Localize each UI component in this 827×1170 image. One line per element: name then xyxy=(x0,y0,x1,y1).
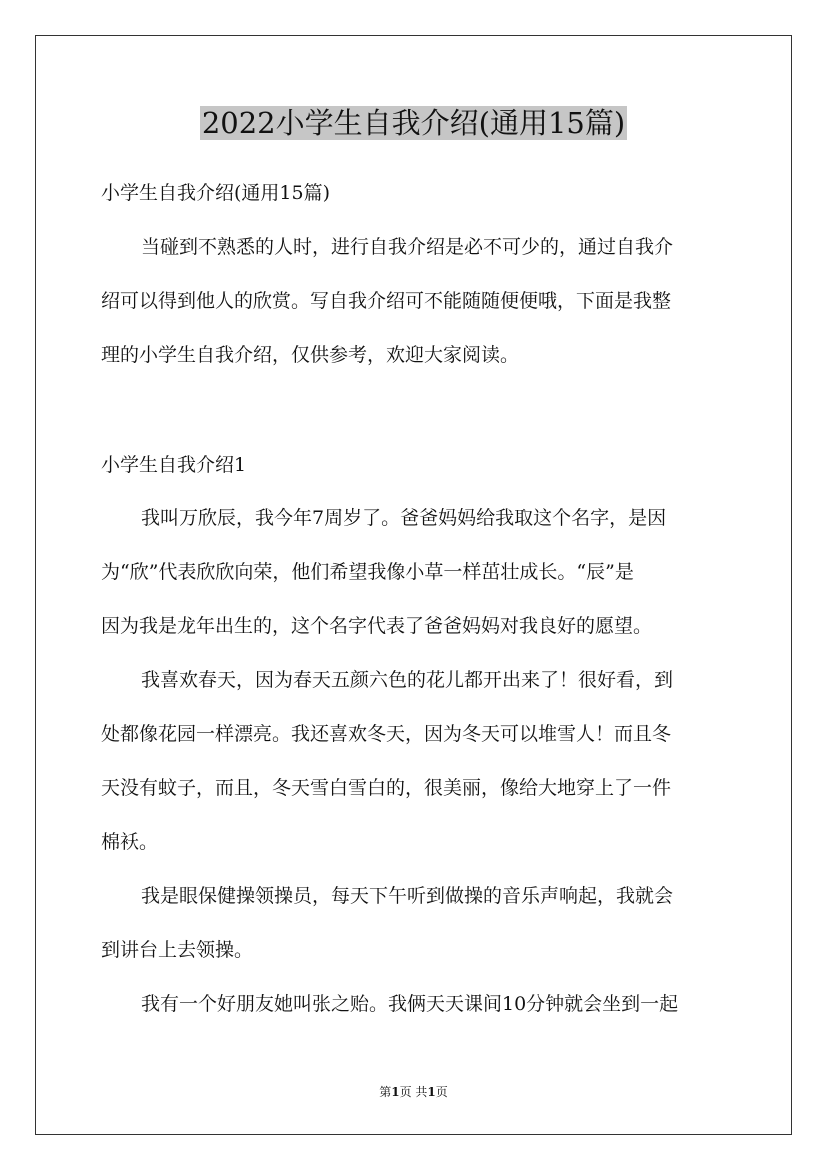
footer-page-suffix: 页 xyxy=(435,1085,448,1099)
title-highlight: 2022小学生自我介绍(通用15篇) xyxy=(201,106,626,140)
footer-page-total: 1 xyxy=(427,1085,436,1099)
body-line: 我有一个好朋友她叫张之贻。我俩天天课间10分钟就会坐到一起 xyxy=(141,993,679,1015)
footer-page-prefix: 第 xyxy=(379,1085,392,1099)
section-heading: 小学生自我介绍1 xyxy=(101,454,247,476)
body-line: 我是眼保健操领操员，每天下午听到做操的音乐声响起，我就会 xyxy=(141,885,674,907)
intro-line: 绍可以得到他人的欣赏。写自我介绍可不能随随便便哦，下面是我整 xyxy=(101,290,672,312)
page-footer xyxy=(0,1082,827,1102)
body-line: 天没有蚊子，而且，冬天雪白雪白的，很美丽，像给大地穿上了一件 xyxy=(101,777,672,799)
body-line: 因为我是龙年出生的，这个名字代表了爸爸妈妈对我良好的愿望。 xyxy=(101,615,653,637)
body-line: 到讲台上去领操。 xyxy=(101,939,254,961)
body-line: 我叫万欣辰，我今年7周岁了。爸爸妈妈给我取这个名字，是因 xyxy=(141,507,667,529)
body-line: 棉袄。 xyxy=(101,831,159,853)
subtitle: 小学生自我介绍(通用15篇) xyxy=(101,182,331,204)
footer-page-number: 1 xyxy=(391,1085,400,1099)
footer-page-separator: 页 共 xyxy=(399,1085,428,1099)
intro-line: 当碰到不熟悉的人时，进行自我介绍是必不可少的，通过自我介 xyxy=(141,236,674,258)
intro-line: 理的小学生自我介绍，仅供参考，欢迎大家阅读。 xyxy=(101,344,520,366)
document-title xyxy=(0,103,827,143)
body-line: 处都像花园一样漂亮。我还喜欢冬天，因为冬天可以堆雪人！而且冬 xyxy=(101,723,672,745)
body-line: 我喜欢春天，因为春天五颜六色的花儿都开出来了！很好看，到 xyxy=(141,669,674,691)
body-line: 为“欣”代表欣欣向荣，他们希望我像小草一样茁壮成长。“辰”是 xyxy=(101,561,634,583)
